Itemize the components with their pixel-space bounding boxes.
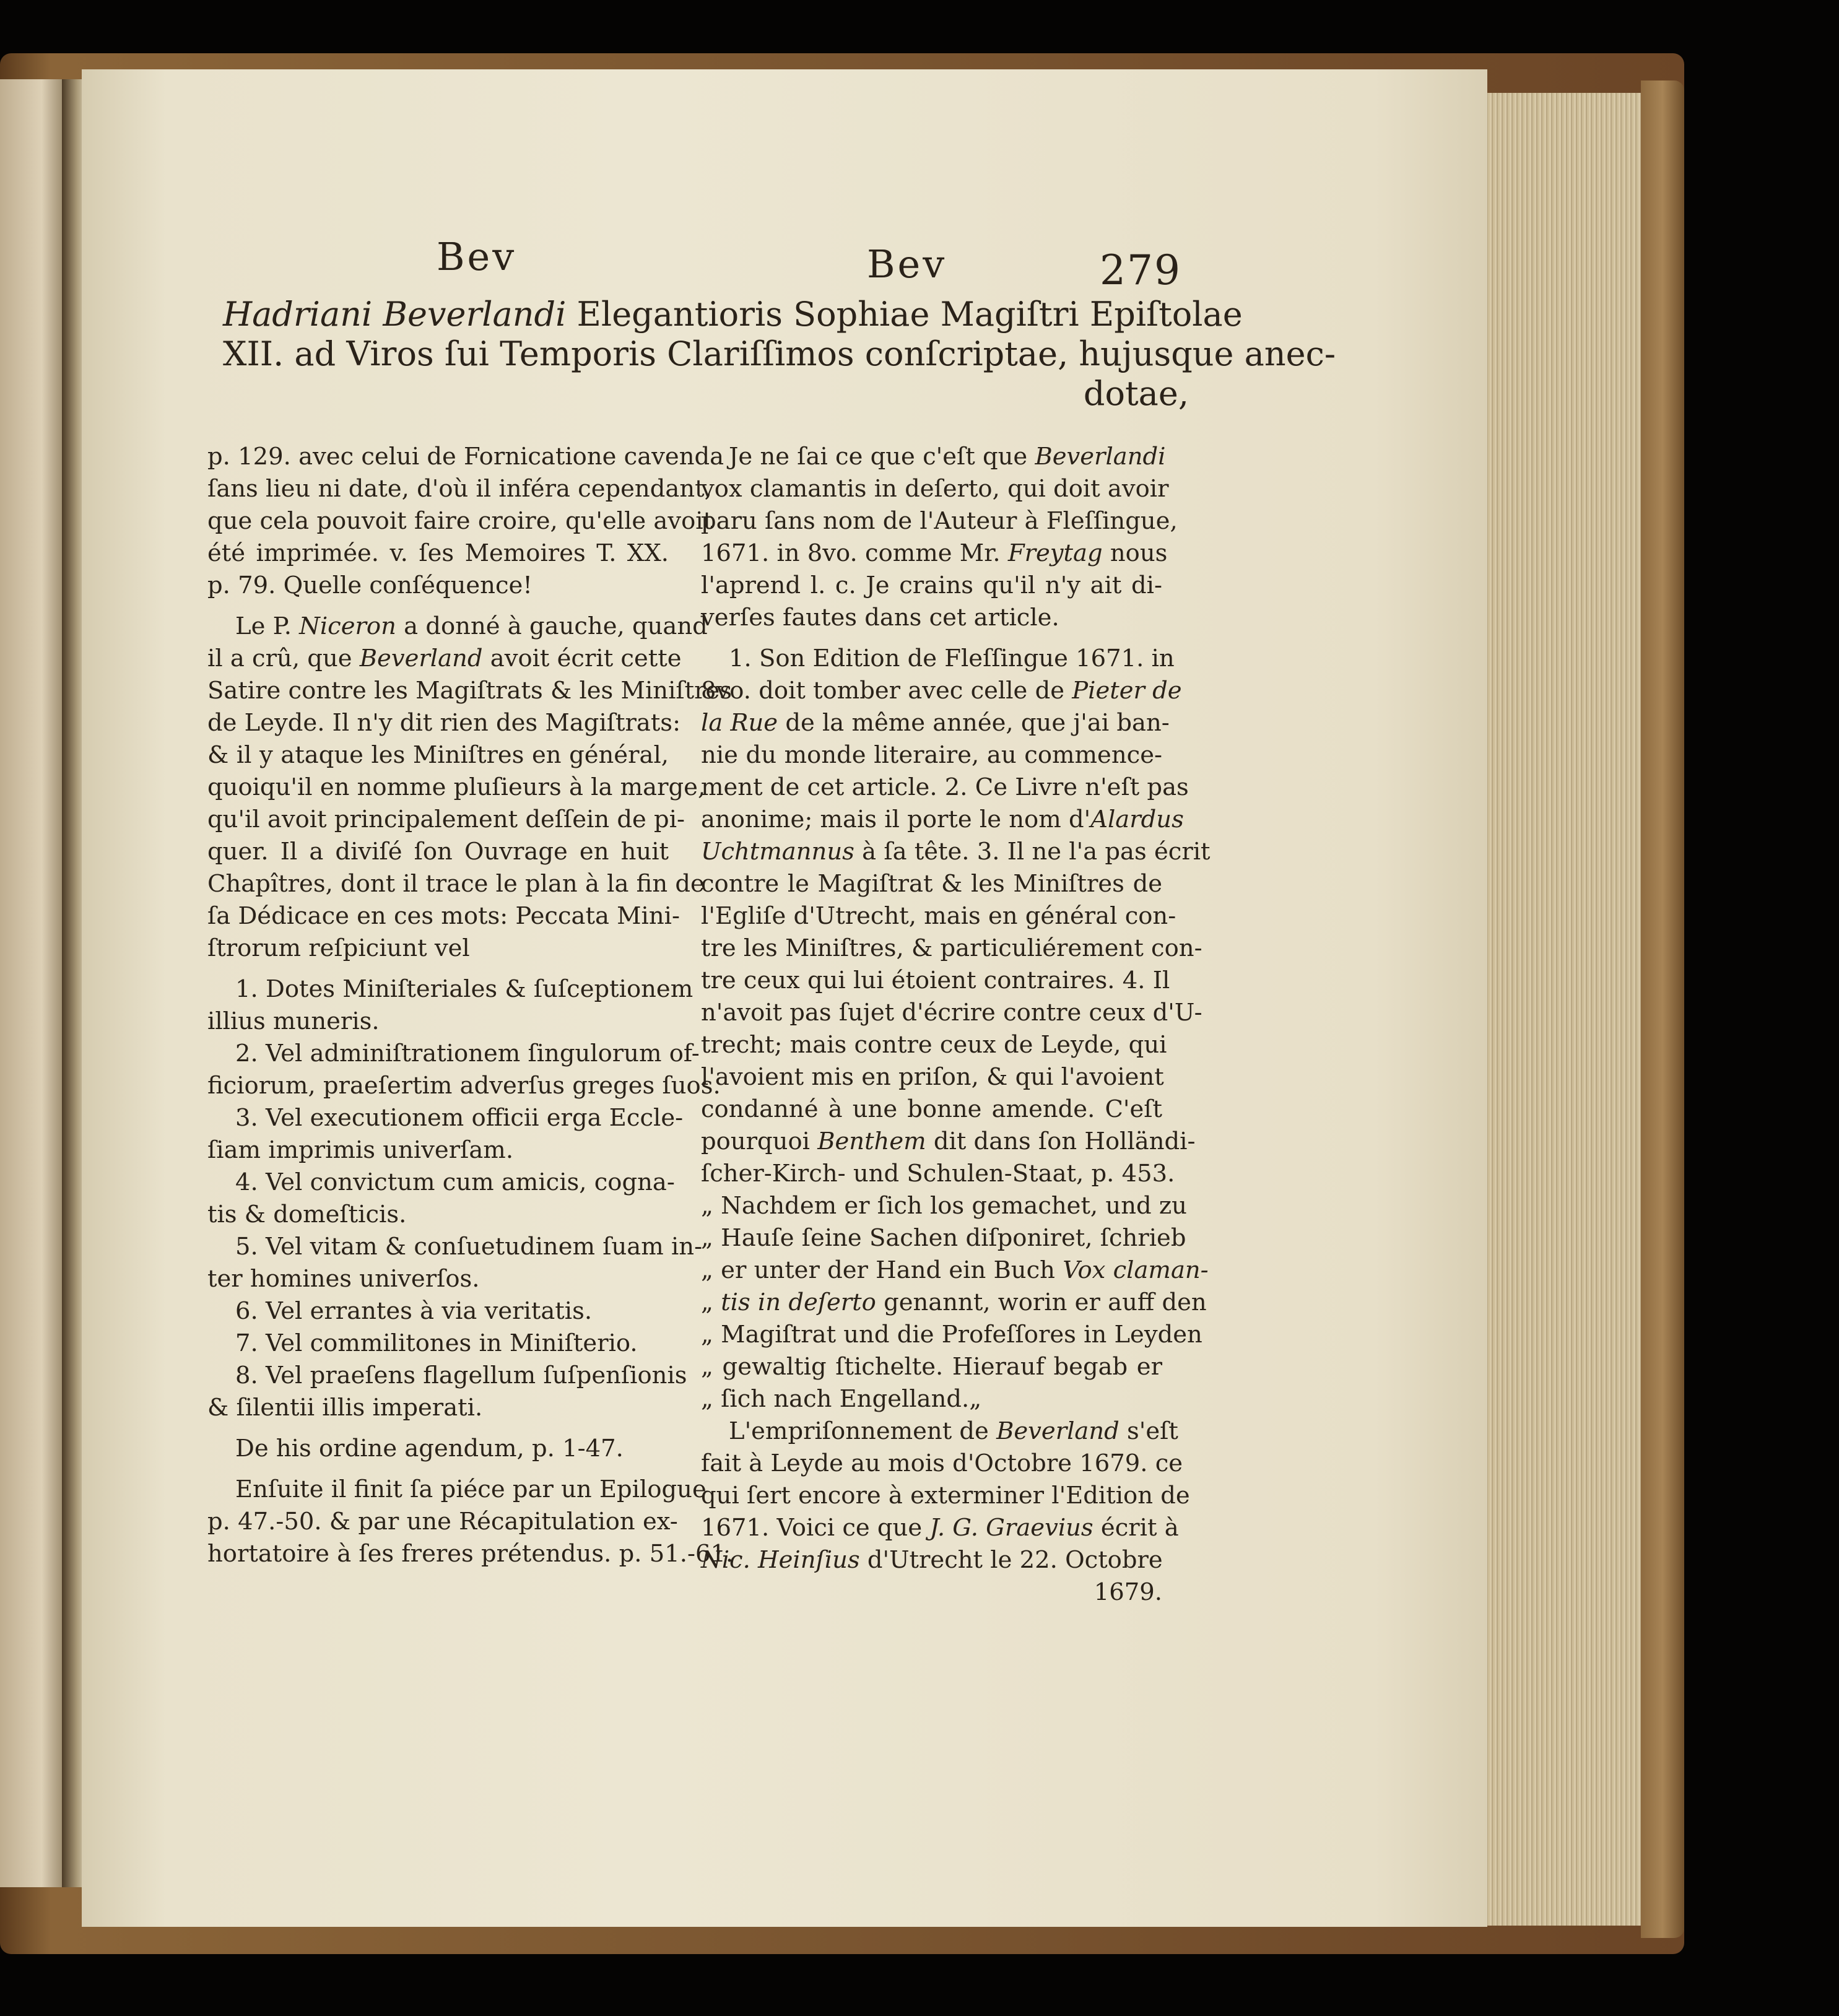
left-paragraph-2-body <box>207 643 733 965</box>
page-stack-edges <box>1480 93 1641 1926</box>
text-line: „ gewaltig ſtichelte. Hierauf begab er <box>701 1353 1162 1381</box>
text-line: ficiorum, praeſertim adverſus greges ſuos. <box>207 1072 721 1100</box>
left-paragraph-2 <box>207 610 708 643</box>
text-line: ſa Dédicace en ces mots: Peccata Mini- <box>207 902 680 930</box>
text-line: ſiam imprimis univerſam. <box>207 1136 514 1164</box>
text-line: il a crû, que Beverland avoit écrit cette <box>207 645 682 672</box>
text-line: illius muneris. <box>207 1007 380 1035</box>
text-line: nie du monde literaire, au commence- <box>701 741 1162 769</box>
text-line: l'Egliſe d'Utrecht, mais en général con- <box>701 902 1176 930</box>
text-line: tre ceux qui lui étoient contraires. 4. Il <box>701 967 1170 994</box>
catchword: 1679. <box>1093 1578 1162 1606</box>
text-line: „ er unter der Hand ein Buch Vox claman- <box>701 1256 1209 1284</box>
text-line: 8. Vel praeſens flagellum ſuſpenſionis <box>235 1362 687 1389</box>
text-line: Enſuite il finit ſa piéce par un Epilogue <box>235 1475 706 1503</box>
right-column <box>701 441 1211 1609</box>
text-line: vox clamantis in deſerto, qui doit avoir <box>701 475 1169 503</box>
entry-title <box>223 295 1336 414</box>
text-line: „ ſich nach Engelland.„ <box>701 1385 982 1413</box>
left-column <box>207 441 734 1570</box>
text-line: ment de cet article. 2. Ce Livre n'eſt pas <box>701 773 1189 801</box>
text-line: 2. Vel adminiſtrationem ſingulorum of- <box>235 1040 700 1067</box>
list-item <box>207 1167 675 1231</box>
text-line: ſcher-Kirch- und Schulen-Staat, p. 453. <box>701 1160 1175 1188</box>
text-line: Le P. Niceron a donné à gauche, quand <box>235 612 708 640</box>
text-line: De his ordine agendum, p. 1-47. <box>235 1435 624 1462</box>
text-line: L'empriſonnement de Beverland s'eſt <box>729 1417 1178 1445</box>
text-line: contre le Magiſtrat & les Miniſtres de <box>701 870 1162 898</box>
text-line: ter homines univerſos. <box>207 1265 480 1293</box>
left-page-edge <box>0 79 69 1887</box>
text-line: p. 47.-50. & par une Récapitulation ex- <box>207 1508 678 1536</box>
text-line: 5. Vel vitam & conſuetudinem ſuam in- <box>235 1233 703 1261</box>
text-line: condanné à une bonne amende. C'eſt <box>701 1095 1162 1123</box>
list-item <box>207 1360 687 1424</box>
list-item <box>207 1231 703 1295</box>
text-line: été imprimée. v. ſes Memoires T. XX. <box>207 539 669 567</box>
text-line: 6. Vel errantes à via veritatis. <box>235 1297 593 1325</box>
text-line: que cela pouvoit faire croire, qu'elle avoit <box>207 507 713 535</box>
left-paragraph-4 <box>207 1474 734 1570</box>
text-line: tis & domeſticis. <box>207 1201 407 1228</box>
text-line: n'avoit pas ſujet d'écrire contre ceux d'U- <box>701 999 1202 1027</box>
text-line: la Rue de la même année, que j'ai ban- <box>701 709 1170 737</box>
running-head-center: Bev <box>867 241 947 287</box>
book-spine-edge <box>1641 80 1684 1938</box>
text-line: 1. Dotes Miniſteriales & ſuſceptionem <box>235 975 693 1003</box>
text-line: p. 129. avec celui de Fornicatione cavenda <box>207 443 724 471</box>
left-paragraph-3 <box>207 1433 669 1465</box>
list-item <box>207 1102 684 1167</box>
text-line: anonime; mais il porte le nom d'Alardus <box>701 806 1184 833</box>
text-line: „ Magiſtrat und die Profeſſores in Leyden <box>701 1321 1202 1349</box>
text-line: „ tis in deſerto genannt, worin er auff den <box>701 1288 1207 1316</box>
text-line: paru ſans nom de l'Auteur à Fleſſingue, <box>701 507 1178 535</box>
text-line: ſans lieu ni date, d'où il inféra cependant, <box>207 475 712 503</box>
text-line: 4. Vel convictum cum amicis, cogna- <box>235 1168 675 1196</box>
list-item <box>207 1295 669 1327</box>
title-line-1 <box>223 295 1243 334</box>
text-line: „ Nachdem er ſich los gemachet, und zu <box>701 1192 1187 1220</box>
text-line: & il y ataque les Miniſtres en général, <box>207 741 669 769</box>
page-number: 279 <box>1100 246 1181 294</box>
text-line: fait à Leyde au mois d'Octobre 1679. ce <box>701 1449 1183 1477</box>
text-line: qu'il avoit principalement deſſein de pi- <box>207 806 685 833</box>
text-line: Nic. Heinſius d'Utrecht le 22. Octobre <box>701 1546 1163 1574</box>
text-line: de Leyde. Il n'y dit rien des Magiſtrats: <box>207 709 681 737</box>
title-line-1-rest: Elegantioris Sophiae Magiſtri Epiſtolae <box>566 295 1243 334</box>
text-line: l'avoient mis en priſon, & qui l'avoient <box>701 1063 1164 1091</box>
left-list <box>207 973 721 1424</box>
title-line-2: XII. ad Viros ſui Temporis Clariſſimos conſcriptae, hujusque anec- <box>223 334 1336 373</box>
title-line-3: dotae, <box>1083 374 1189 413</box>
text-line: „ Hauſe ſeine Sachen diſponiret, ſchrieb <box>701 1224 1186 1252</box>
running-head-left: Bev <box>437 234 517 279</box>
text-line: 1671. in 8vo. comme Mr. Freytag nous <box>701 539 1168 567</box>
text-line: quer. Il a diviſé ſon Ouvrage en huit <box>207 838 669 866</box>
text-line: 7. Vel commilitones in Miniſterio. <box>235 1329 638 1357</box>
text-line: pourquoi Benthem dit dans ſon Holländi- <box>701 1127 1196 1155</box>
text-line: ſtrorum reſpiciunt vel <box>207 934 470 962</box>
text-line: Satire contre les Magiſtrats & les Miniſtres <box>207 677 733 705</box>
list-item <box>207 1038 721 1102</box>
text-line: 8vo. doit tomber avec celle de Pieter de <box>701 677 1182 705</box>
text-line: hortatoire à ſes freres prétendus. p. 51.-61. <box>207 1540 734 1568</box>
text-line: 1. Son Edition de Fleſſingue 1671. in <box>729 645 1175 672</box>
text-line: & ſilentii illis imperati. <box>207 1394 483 1422</box>
text-line: Je ne ſai ce que c'eſt que Beverlandi <box>729 443 1166 471</box>
text-line: qui ſert encore à exterminer l'Edition de <box>701 1482 1190 1510</box>
list-item <box>207 1327 669 1360</box>
text-line: verſes fautes dans cet article. <box>701 604 1059 632</box>
text-line: Uchtmannus à ſa tête. 3. Il ne l'a pas écrit <box>701 838 1211 866</box>
text-line: quoiqu'il en nomme pluſieurs à la marge, <box>207 773 706 801</box>
list-item <box>207 973 693 1038</box>
text-line: tre les Miniſtres, & particuliérement con- <box>701 934 1202 962</box>
text-line: Chapîtres, dont il trace le plan à la fin de <box>207 870 705 898</box>
text-line: p. 79. Quelle conſéquence! <box>207 571 533 599</box>
text-line: 1671. Voici ce que J. G. Graevius écrit à <box>701 1514 1179 1542</box>
text-line: 3. Vel executionem officii erga Eccle- <box>235 1104 684 1132</box>
text-line: l'aprend l. c. Je crains qu'il n'y ait di- <box>701 571 1162 599</box>
text-line: trecht; mais contre ceux de Leyde, qui <box>701 1031 1167 1059</box>
left-paragraph-1 <box>207 441 724 602</box>
title-author-italic: Hadriani Beverlandi <box>223 295 567 334</box>
